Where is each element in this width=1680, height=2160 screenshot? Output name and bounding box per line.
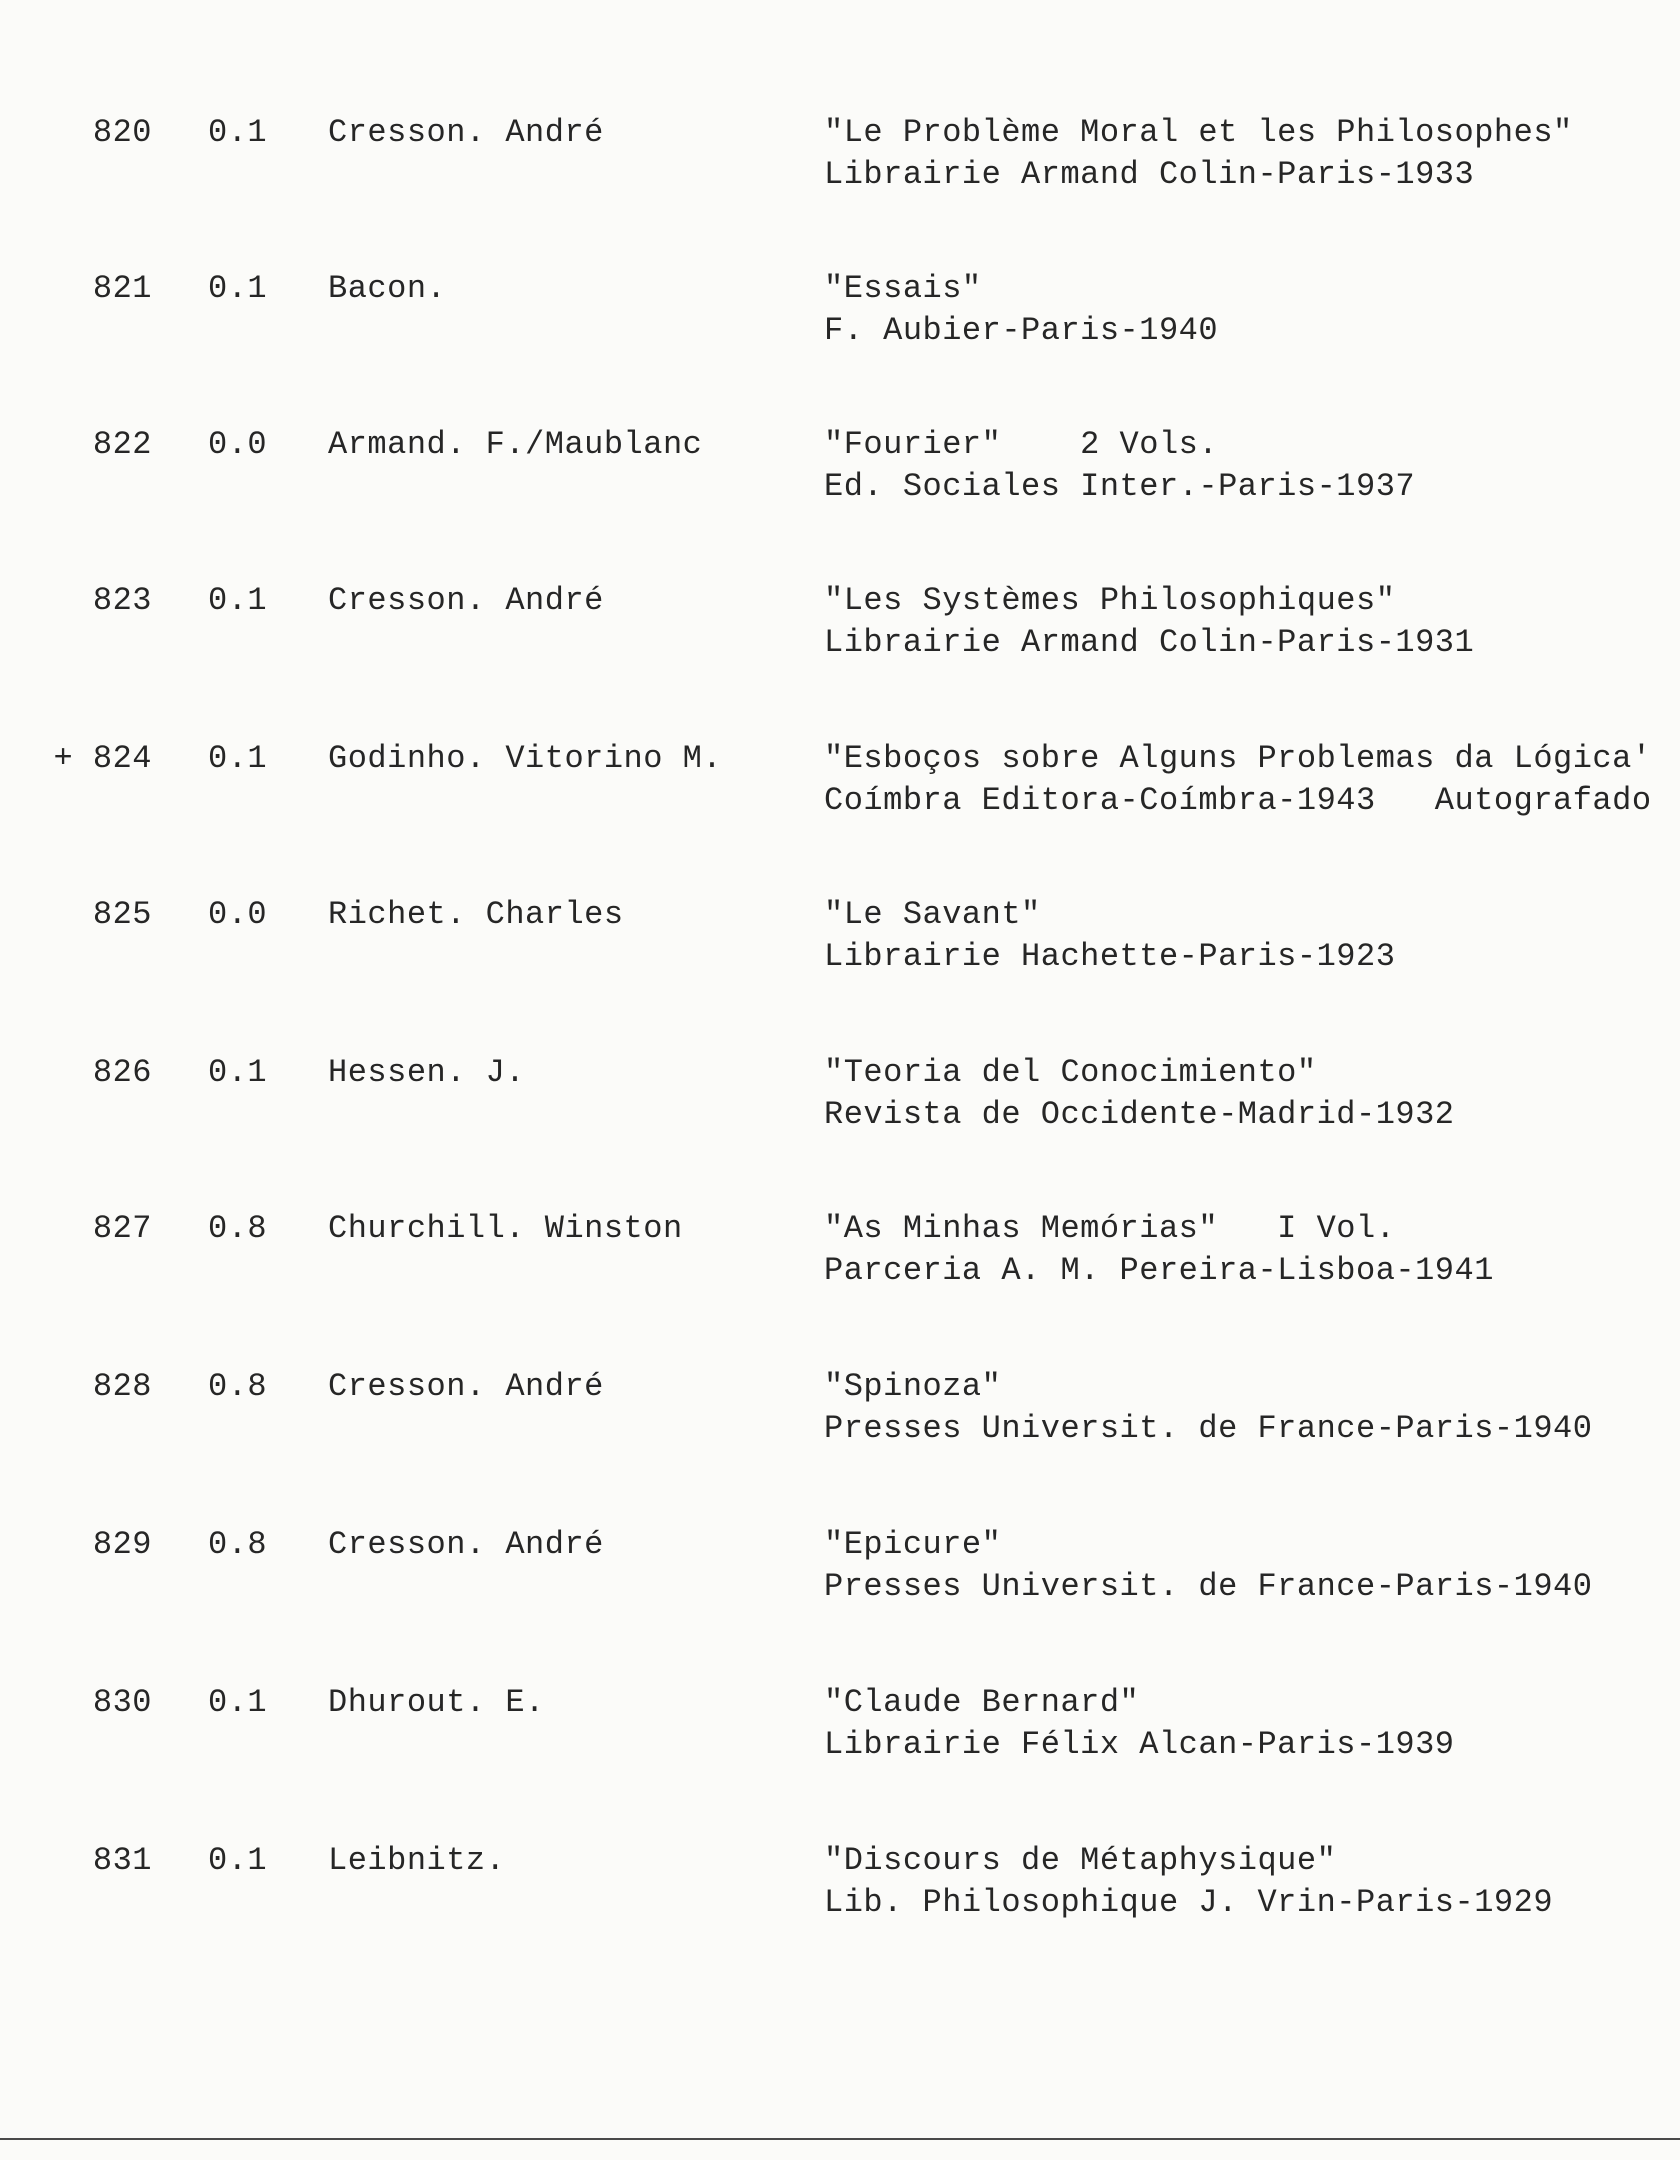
- entry-author: Cresson. André: [328, 114, 604, 151]
- catalogue-entry-830: [0, 1682, 1680, 1782]
- entry-number: 825: [92, 896, 152, 933]
- entry-number: + 824: [53, 740, 152, 777]
- entry-title: "Essais": [824, 270, 982, 307]
- entry-number: 826: [92, 1054, 152, 1091]
- catalogue-entry-828: [0, 1366, 1680, 1466]
- entry-code: 0.1: [208, 270, 268, 307]
- catalogue-entry-822: [0, 424, 1680, 524]
- entry-publisher: Presses Universit. de France-Paris-1940: [824, 1568, 1593, 1605]
- entry-author: Cresson. André: [328, 1368, 604, 1405]
- entry-publisher: Librairie Armand Colin-Paris-1933: [824, 156, 1475, 193]
- entry-title: "Teoria del Conocimiento": [824, 1054, 1317, 1091]
- entry-publisher: F. Aubier-Paris-1940: [824, 312, 1219, 349]
- entry-title: "Le Problème Moral et les Philosophes": [824, 114, 1573, 151]
- catalogue-entry-825: [0, 894, 1680, 994]
- entry-number: 827: [92, 1210, 152, 1247]
- catalogue-entry-827: [0, 1208, 1680, 1308]
- entry-title: "Le Savant": [824, 896, 1041, 933]
- catalogue-entry-824: [0, 738, 1680, 838]
- entry-publisher: Librairie Hachette-Paris-1923: [824, 938, 1396, 975]
- entry-author: Churchill. Winston: [328, 1210, 683, 1247]
- entry-title: "Spinoza": [824, 1368, 1002, 1405]
- catalogue-entry-826: [0, 1052, 1680, 1152]
- entry-author: Cresson. André: [328, 1526, 604, 1563]
- entry-code: 0.1: [208, 1684, 268, 1721]
- entry-title: "As Minhas Memórias" I Vol.: [824, 1210, 1396, 1247]
- entry-publisher: Presses Universit. de France-Paris-1940: [824, 1410, 1593, 1447]
- catalogue-entry-821: [0, 268, 1680, 368]
- entry-code: 0.0: [208, 896, 268, 933]
- entry-title: "Discours de Métaphysique": [824, 1842, 1337, 1879]
- entry-author: Godinho. Vitorino M.: [328, 740, 723, 777]
- entry-title: "Fourier" 2 Vols.: [824, 426, 1219, 463]
- entry-code: 0.1: [208, 1054, 268, 1091]
- entry-publisher: Librairie Armand Colin-Paris-1931: [824, 624, 1475, 661]
- entry-code: 0.8: [208, 1526, 268, 1563]
- entry-author: Dhurout. E.: [328, 1684, 545, 1721]
- entry-title: "Claude Bernard": [824, 1684, 1140, 1721]
- catalogue-entry-823: [0, 580, 1680, 680]
- entry-number: 820: [92, 114, 152, 151]
- entry-author: Armand. F./Maublanc: [328, 426, 703, 463]
- entry-code: 0.0: [208, 426, 268, 463]
- entry-author: Bacon.: [328, 270, 447, 307]
- entry-number: 822: [92, 426, 152, 463]
- entry-number: 828: [92, 1368, 152, 1405]
- entry-publisher: Coímbra Editora-Coímbra-1943 Autografado: [824, 782, 1652, 819]
- entry-title: "Epicure": [824, 1526, 1002, 1563]
- entry-publisher: Librairie Félix Alcan-Paris-1939: [824, 1726, 1455, 1763]
- catalogue-entry-820: [0, 112, 1680, 212]
- entry-author: Leibnitz.: [328, 1842, 506, 1879]
- entry-code: 0.8: [208, 1210, 268, 1247]
- entry-number: 831: [92, 1842, 152, 1879]
- entry-number: 823: [92, 582, 152, 619]
- entry-publisher: Revista de Occidente-Madrid-1932: [824, 1096, 1455, 1133]
- entry-title: "Esboços sobre Alguns Problemas da Lógica': [824, 740, 1652, 777]
- entry-code: 0.1: [208, 114, 268, 151]
- catalogue-entry-831: [0, 1840, 1680, 1940]
- entry-code: 0.1: [208, 1842, 268, 1879]
- entry-number: 821: [92, 270, 152, 307]
- entry-publisher: Parceria A. M. Pereira-Lisboa-1941: [824, 1252, 1494, 1289]
- entry-author: Richet. Charles: [328, 896, 624, 933]
- entry-code: 0.1: [208, 582, 268, 619]
- entry-author: Hessen. J.: [328, 1054, 526, 1091]
- entry-code: 0.1: [208, 740, 268, 777]
- entry-publisher: Lib. Philosophique J. Vrin-Paris-1929: [824, 1884, 1554, 1921]
- catalogue-entry-829: [0, 1524, 1680, 1624]
- entry-number: 829: [92, 1526, 152, 1563]
- entry-title: "Les Systèmes Philosophiques": [824, 582, 1396, 619]
- entry-code: 0.8: [208, 1368, 268, 1405]
- entry-publisher: Ed. Sociales Inter.-Paris-1937: [824, 468, 1416, 505]
- entry-author: Cresson. André: [328, 582, 604, 619]
- entry-number: 830: [92, 1684, 152, 1721]
- bottom-rule: [0, 2138, 1680, 2140]
